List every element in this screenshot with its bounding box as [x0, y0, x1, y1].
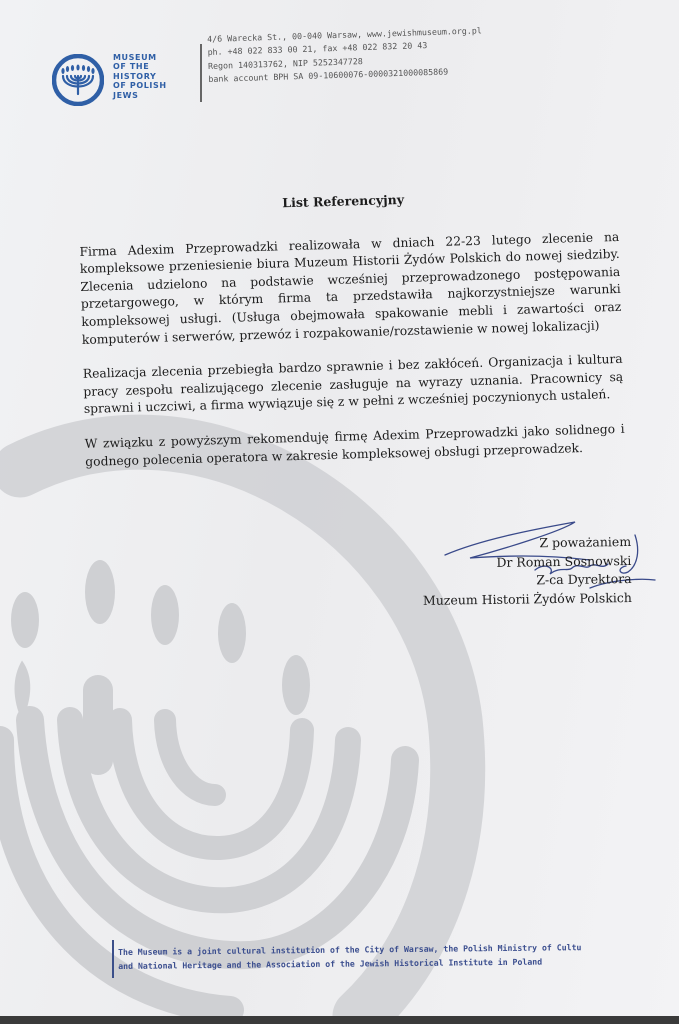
letter-body: [78, 185, 626, 488]
paragraph-3: W związku z powyższym rekomenduję firmę Adexim Przeprowadzki jako solidnego i godnego polecenia operatora w zakresie kompleksowej obsługi przeprowadzek.: [84, 421, 625, 469]
museum-logo-text: [113, 53, 183, 100]
contact-phone: ph. +48 022 833 00 21, fax +48 022 832 20 43: [207, 40, 428, 58]
contact-bank: bank account BPH SA 09-10600076-0000321000085869: [208, 66, 449, 85]
paragraph-1: Firma Adexim Przeprowadzki realizowała w dniach 22-23 lutego zlecenie na kompleksowe przeniesienie biura Muzeum Historii Żydów Polskich do nowej siedziby. Zlecenia udzielono na podstawie wcześniej przeprowadzonego postępowania przetargowego, w którym firma ta przedstawiła najkorzystniejsze warunki kompleksowej usługi. (Usługa obejmowała spakowanie mebli i zawartości oraz komputerów i serwerów, przewóz i rozpakowanie/rozstawienie w nowej lokalizacji): [79, 229, 622, 347]
logo-line: OF POLISH: [113, 81, 167, 91]
signatory-institution: Muzeum Historii Żydów Polskich: [422, 589, 632, 608]
signatory-name: Dr Roman Sosnowski: [496, 552, 632, 570]
logo-line: JEWS: [113, 90, 139, 100]
letter-title: List Referencyjny: [282, 191, 405, 211]
letter-closing: [386, 533, 632, 610]
logo-line: HISTORY: [113, 71, 157, 81]
contact-address: 4/6 Warecka St., 00-040 Warsaw, www.jewishmuseum.org.pl: [207, 25, 482, 44]
closing-salutation: Z poważaniem: [539, 533, 632, 551]
logo-line: MUSEUM: [113, 53, 157, 62]
footer-divider: [112, 940, 114, 978]
contact-regon: Regon 140313762, NIP 5252347728: [207, 55, 363, 71]
footer-line: and National Heritage and the Association of the Jewish Historical Institute in Poland: [118, 956, 543, 971]
header-divider: [200, 44, 202, 102]
footer-line: The Museum is a joint cultural institution of the City of Warsaw, the Polish Ministry of Cultu: [118, 942, 582, 957]
footer-note: [118, 940, 679, 973]
museum-logo-icon: [52, 54, 104, 106]
signatory-position: Z-ca Dyrektora: [536, 570, 632, 588]
paragraph-2: Realizacja zlecenia przebiegła bardzo sprawnie i bez zakłóceń. Organizacja i kultura pracy zespołu realizującego zlecenie zasługuje na wyrazy uznania. Pracownicy są sprawni i uczciwi, a firma wywiązuje się z w pełni z wcześniej poczynionych ustaleń.: [82, 352, 624, 417]
logo-line: OF THE: [113, 62, 150, 72]
background-surface: [0, 1016, 679, 1024]
